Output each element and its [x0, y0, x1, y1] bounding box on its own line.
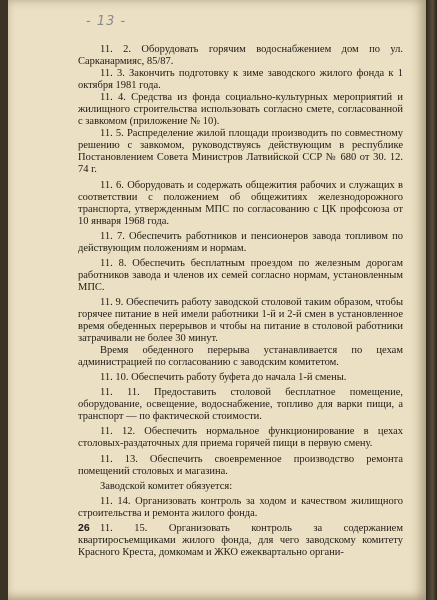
paragraph-11-4: 11. 4. Средства из фонда социально-культурных мероприятий и жилищного строительства использовать согласно смете, согласованной с завкомом (приложение № 10). — [78, 92, 403, 128]
paragraph-11-6: 11. 6. Оборудовать и содержать общежития рабочих и служащих в соответствии с положением об общежитиях железнодорожного транспорта, утвержденным МПС по согласованию с ЦК профсоюза от 10 января 1968 года. — [78, 179, 403, 227]
paragraph-11-9: 11. 9. Обеспечить работу заводской столовой таким образом, чтобы горячее питание в ней имели работники 1-й и 2-й смен в установленное время обеденных перерывов и чтобы на питание в столовой работники затрачивали не более 30 минут. — [78, 296, 403, 345]
paragraph-11-3: 11. 3. Закончить подготовку к зиме заводского жилого фонда к 1 октября 1981 года. — [78, 68, 403, 92]
paragraph-11-14: 11. 14. Организовать контроль за ходом и качеством жилищного строительства и ремонта жилого фонда. — [78, 495, 403, 519]
paragraph-11-13: 11. 13. Обеспечить своевременное производство ремонта помещений столовых и магазина. — [78, 453, 403, 477]
book-page — [8, 0, 426, 600]
page-number: 26 — [78, 522, 90, 534]
paragraph-11-12: 11. 12. Обеспечить нормальное функционирование в цехах столовых-раздаточных для приема горячей пищи в первую смену. — [78, 426, 403, 450]
body-text — [78, 44, 403, 559]
paragraph-11-15: 11. 15. Организовать контроль за содержанием квартиросъемщиками жилого фонда, для чего заводскому комитету Красного Креста, домкомам и ЖКО ежеквартально органи- — [78, 522, 403, 558]
paragraph-lunch-break: Время обеденного перерыва устанавливается по цехам администрацией по согласованию с заводским комитетом. — [78, 345, 403, 369]
paragraph-committee-heading: Заводской комитет обязуется: — [100, 480, 233, 492]
book-spine — [426, 0, 437, 600]
pencil-page-annotation: - 13 - — [86, 14, 127, 29]
paragraph-11-10: 11. 10. Обеспечить работу буфета до начала 1-й смены. — [100, 372, 347, 384]
paragraph-11-11: 11. 11. Предоставить столовой бесплатное помещение, оборудование, освещение, водоснабжение, топливо для варки пищи, а транспорт — по фактической стоимости. — [78, 387, 403, 423]
paragraph-11-7: 11. 7. Обеспечить работников и пенсионеров завода топливом по действующим положениям и нормам. — [78, 230, 403, 254]
paragraph-11-8: 11. 8. Обеспечить бесплатным проездом по железным дорогам работников завода и членов их семей согласно нормам, установленным МПС. — [78, 257, 403, 293]
paragraph-11-2: 11. 2. Оборудовать горячим водоснабжением дом по ул. Сарканармияс, 85/87. — [78, 44, 403, 68]
paragraph-11-5: 11. 5. Распределение жилой площади производить по совместному решению с завкомом, руководствуясь действующим в республике Постановлением Совета Министров Латвийской ССР № 680 от 30. 12. 74 г. — [78, 128, 403, 176]
